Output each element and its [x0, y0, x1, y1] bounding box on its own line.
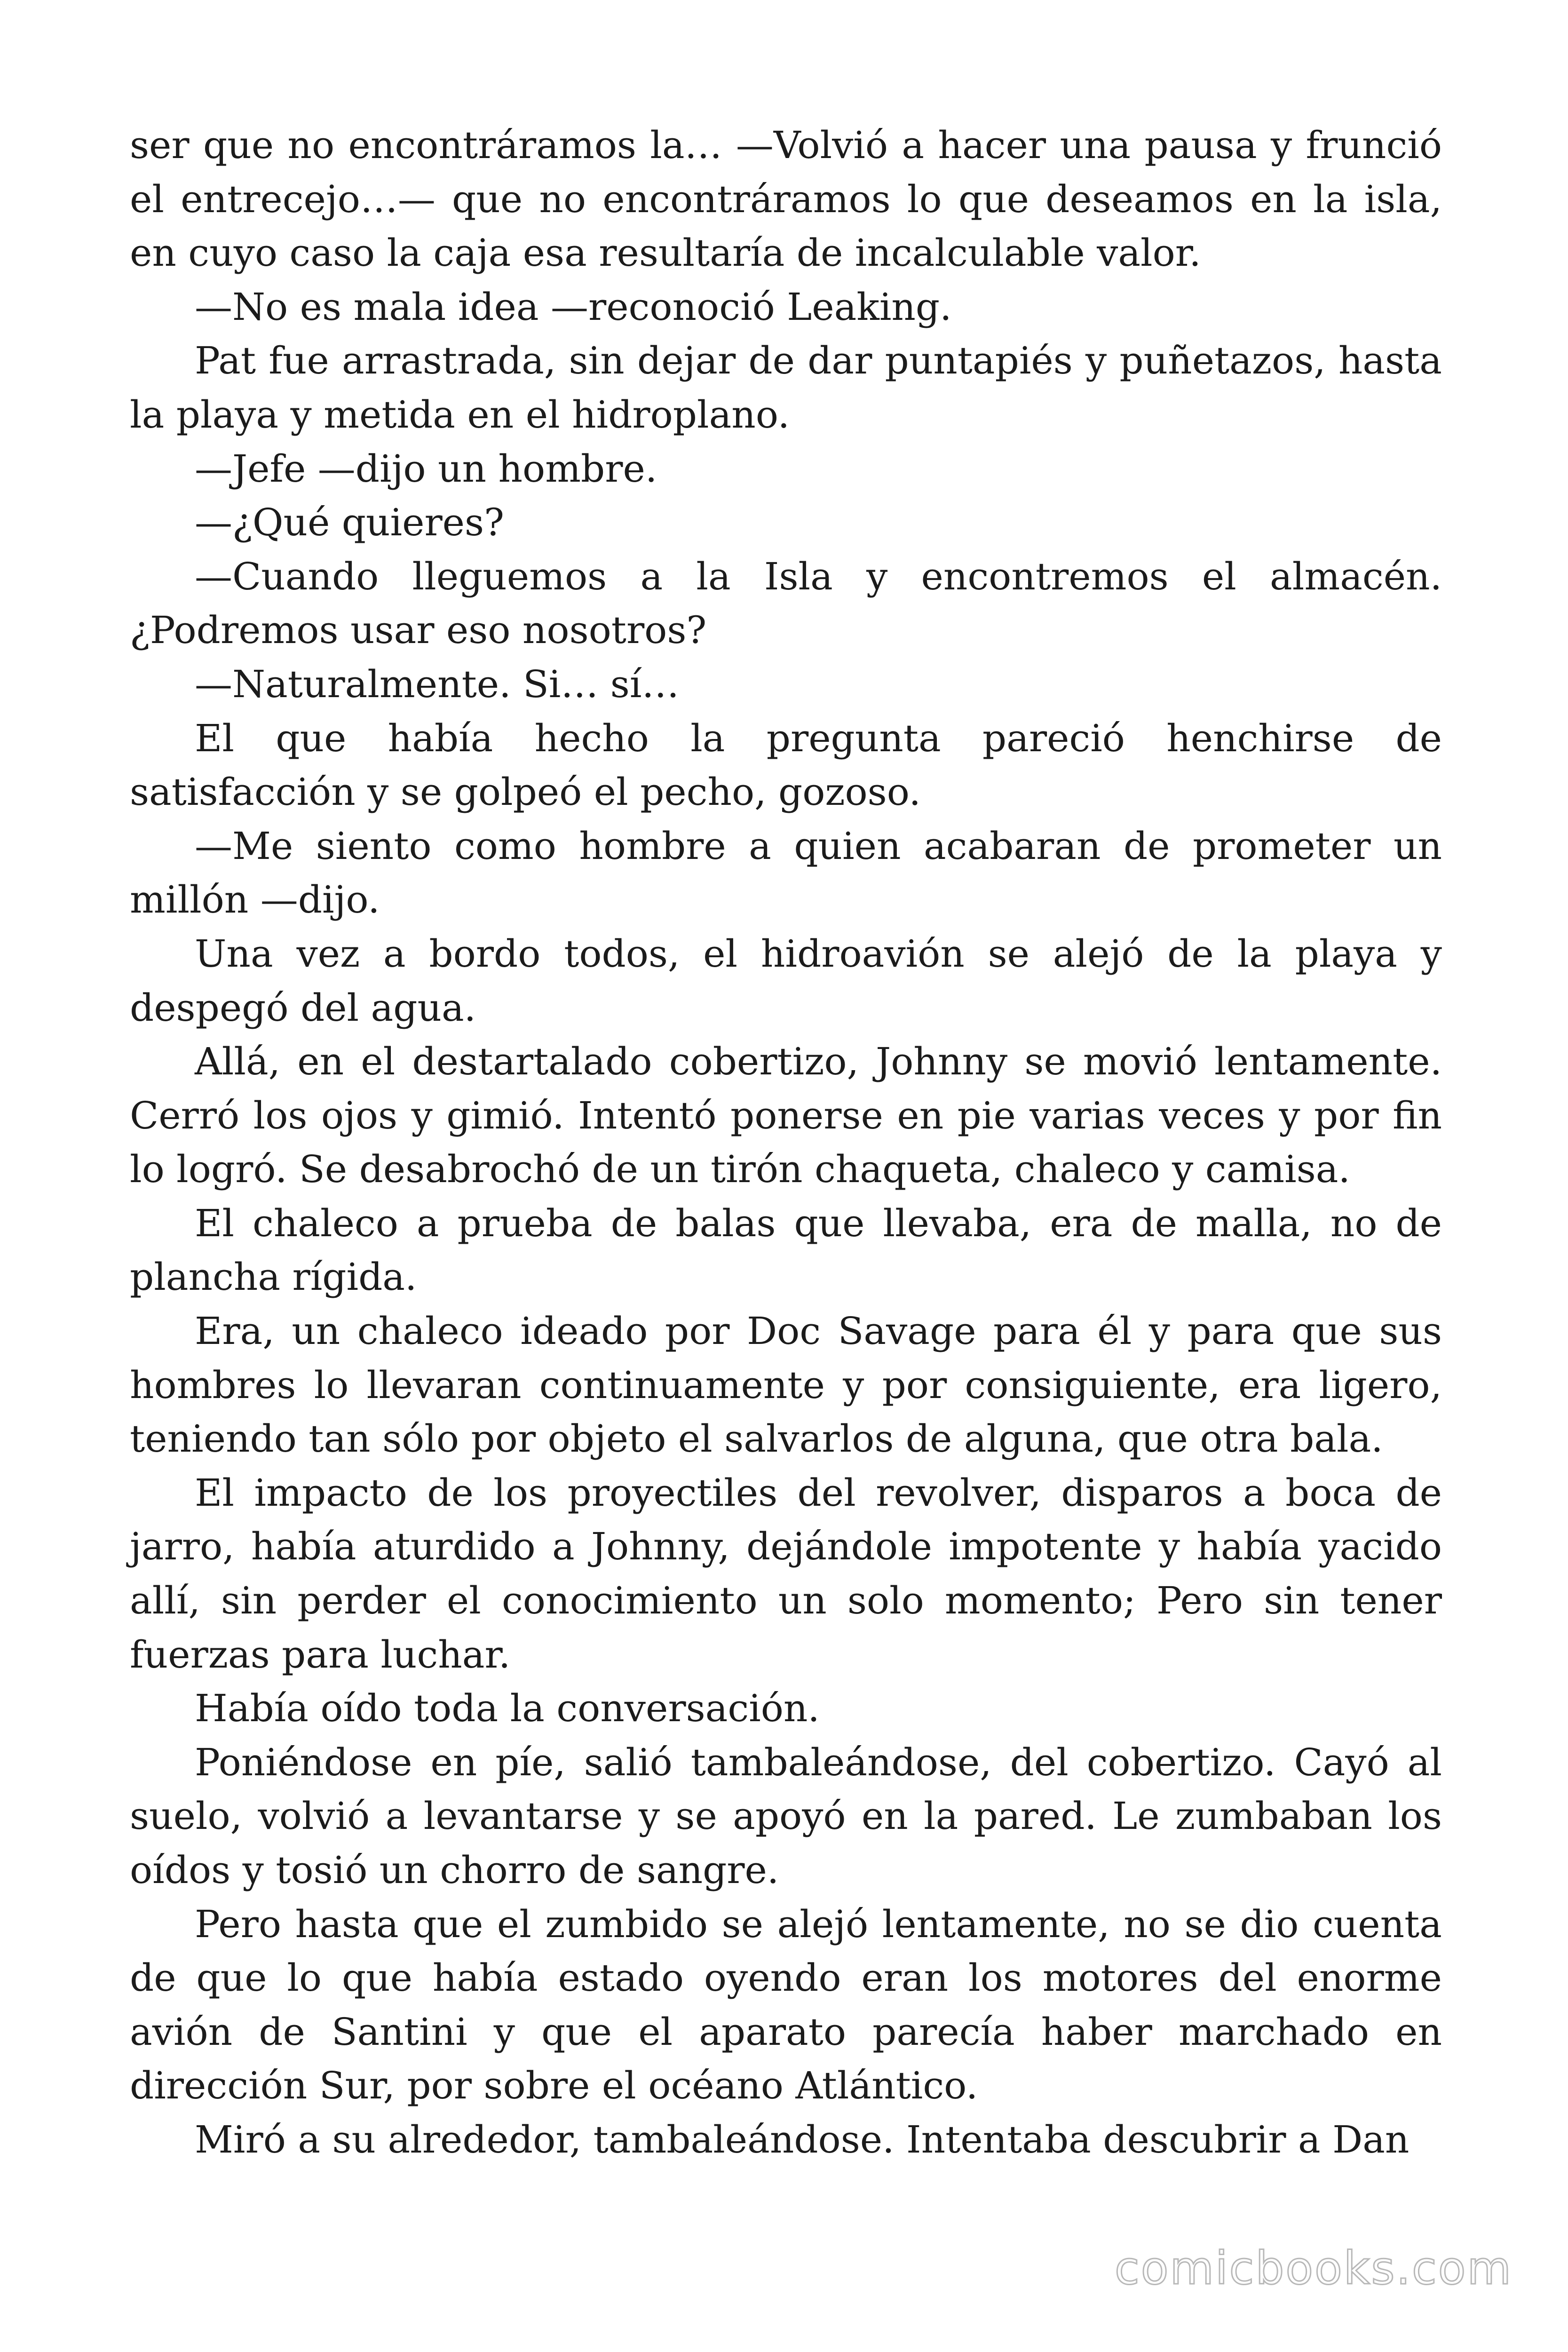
paragraph-8: El que había hecho la pregunta pareció henchirse de satisfacción y se golpeó el pecho, gozoso. — [130, 716, 1442, 814]
paragraph-15: Había oído toda la conversación. — [195, 1686, 820, 1731]
paragraph-2: —No es mala idea —reconoció Leaking. — [195, 285, 952, 329]
paragraph-6: —Cuando lleguemos a la Isla y encontremos el almacén. ¿Podremos usar eso nosotros? — [130, 554, 1442, 652]
paragraph-3: Pat fue arrastrada, sin dejar de dar puntapiés y puñetazos, hasta la playa y metida en el hidroplano. — [130, 339, 1442, 437]
paragraph-9: —Me siento como hombre a quien acabaran de prometer un millón —dijo. — [130, 824, 1442, 922]
paragraph-12: El chaleco a prueba de balas que llevaba, era de malla, no de plancha rígida. — [130, 1201, 1442, 1299]
body-text — [130, 119, 1442, 2167]
paragraph-5: —¿Qué quieres? — [195, 501, 504, 545]
paragraph-17: Pero hasta que el zumbido se alejó lentamente, no se dio cuenta de que lo que había estado oyendo eran los motores del enorme avión de Santini y que el aparato parecía haber marchado en dirección Sur, por sobre el océano Atlántico. — [130, 1902, 1442, 2108]
paragraph-16: Poniéndose en píe, salió tambaleándose, del cobertizo. Cayó al suelo, volvió a levantarse y se apoyó en la pared. Le zumbaban los oídos y tosió un chorro de sangre. — [130, 1740, 1442, 1892]
paragraph-10: Una vez a bordo todos, el hidroavión se alejó de la playa y despegó del agua. — [130, 931, 1442, 1030]
paragraph-11: Allá, en el destartalado cobertizo, Johnny se movió lentamente. Cerró los ojos y gimió. Intentó ponerse en pie varias veces y por fin lo logró. Se desabrochó de un tirón chaqueta, chaleco y camisa. — [130, 1040, 1442, 1192]
paragraph-14: El impacto de los proyectiles del revolver, disparos a boca de jarro, había aturdido a Johnny, dejándole impotente y había yacido allí, sin perder el conocimiento un solo momento; Pero sin tener fuerzas para luchar. — [130, 1470, 1442, 1677]
paragraph-1: ser que no encontráramos la… —Volvió a hacer una pausa y frunció el entrecejo…— que no encontráramos lo que deseamos en la isla, en cuyo caso la caja esa resultaría de incalculable valor. — [130, 123, 1442, 275]
paragraph-4: —Jefe —dijo un hombre. — [195, 446, 657, 491]
paragraph-18: Miró a su alrededor, tambaleándose. Intentaba descubrir a Dan — [195, 2117, 1410, 2161]
paragraph-7: —Naturalmente. Si… sí… — [195, 662, 680, 706]
paragraph-13: Era, un chaleco ideado por Doc Savage para él y para que sus hombres lo llevaran continuamente y por consiguiente, era ligero, teniendo tan sólo por objeto el salvarlos de alguna, que otra bala. — [130, 1309, 1442, 1461]
watermark-logo: comicbooks.com — [1114, 2242, 1513, 2295]
